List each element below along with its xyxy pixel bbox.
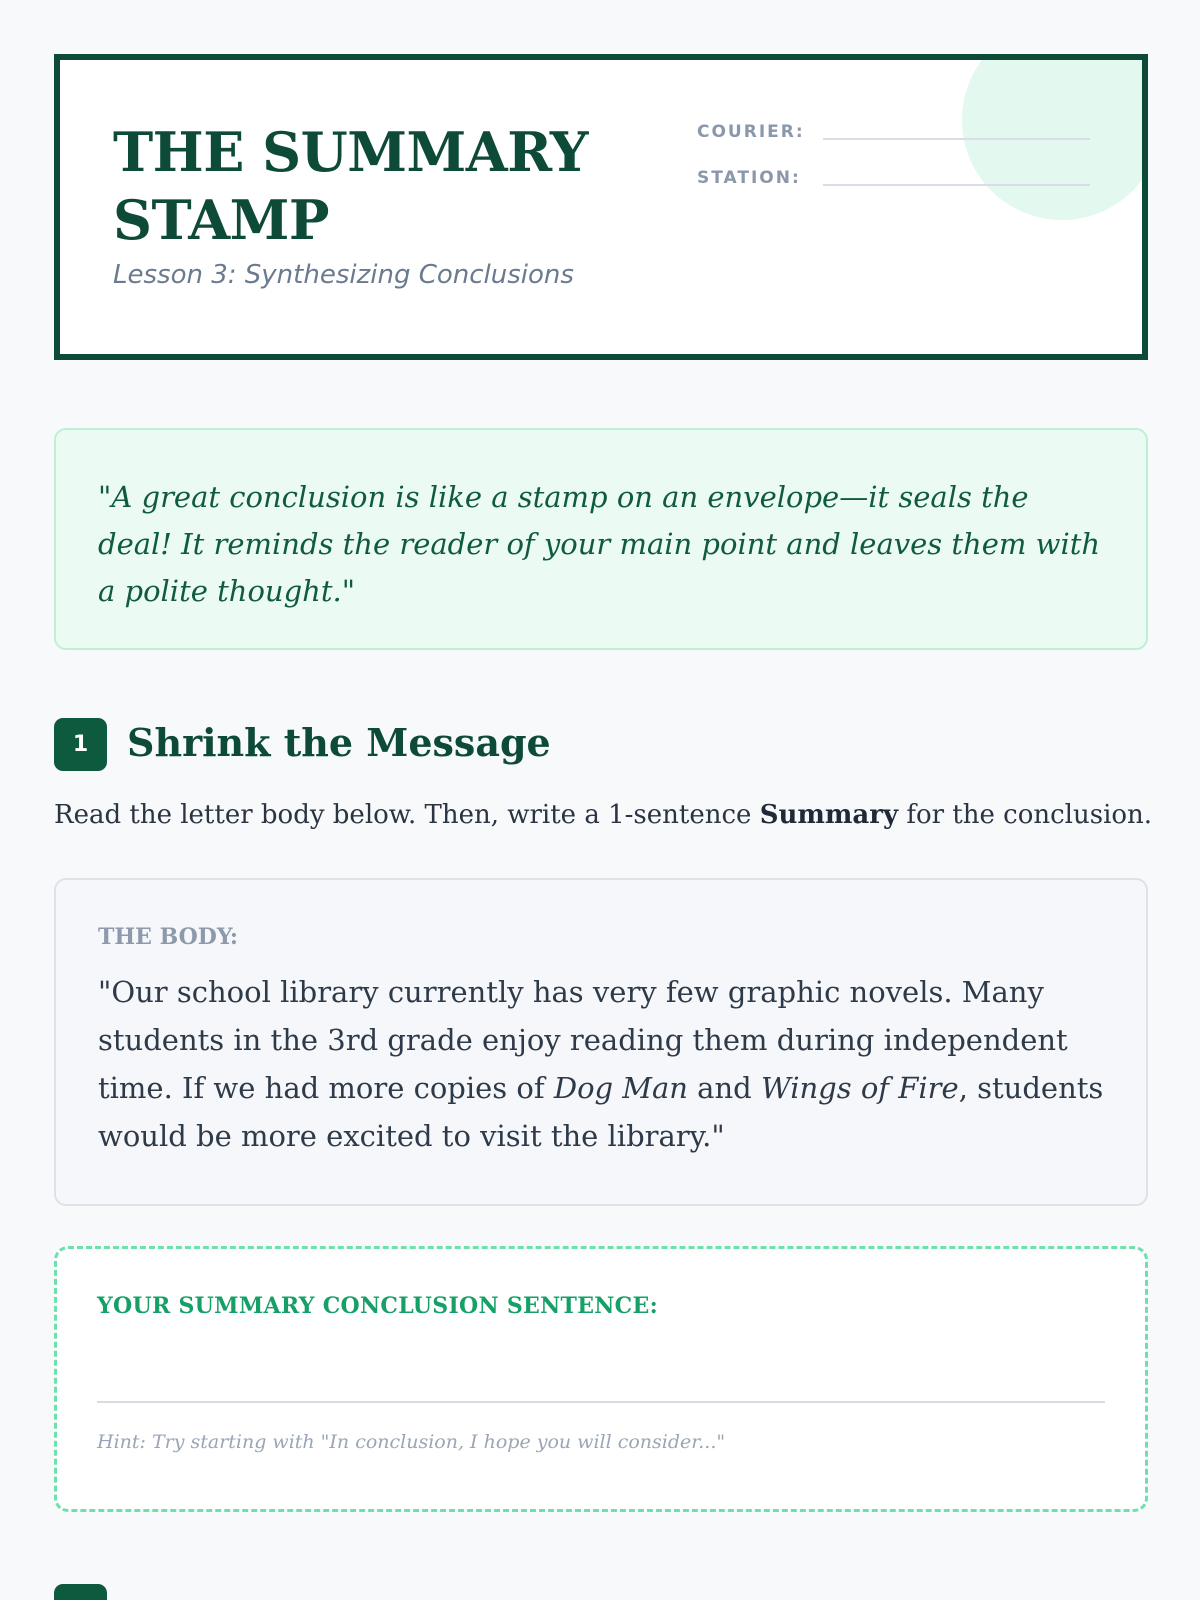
quote-callout [54,428,1148,650]
body-text [98,968,1106,1160]
answer-label: YOUR SUMMARY CONCLUSION SENTENCE: [97,1293,658,1319]
answer-box [54,1246,1148,1512]
section-instruction [54,800,1152,830]
quote-text: "A great conclusion is like a stamp on an envelope—it seals the deal! It reminds the reader of your main point and leaves them with a polite thought." [98,480,1101,608]
section-title: Shrink the Message [127,720,551,765]
body-label: THE BODY: [98,924,238,950]
letter-body-box [54,878,1148,1206]
book-title-wings-of-fire: Wings of Fire [760,1071,959,1105]
body-text-and: and [687,1071,761,1105]
book-title-dog-man: Dog Man [553,1071,688,1105]
worksheet-header [54,54,1148,360]
courier-input-line[interactable] [823,138,1090,140]
courier-field [697,122,1090,142]
instruction-text-end: for the conclusion. [898,800,1153,830]
station-input-line[interactable] [823,184,1090,186]
station-field [697,168,1090,188]
body-text-part2: , students would be more excited to visit the library." [98,1071,1104,1153]
step-number-badge: 1 [54,718,107,771]
body-text-part1: "Our school library currently has very few graphic novels. Many students in the 3rd grade enjoy reading them during independent time. If we had more copies of [98,975,1068,1105]
instruction-bold-term: Summary [759,800,899,830]
page-title: THE SUMMARY STAMP [113,120,588,252]
page-subtitle: Lesson 3: Synthesizing Conclusions [113,260,574,290]
station-label: STATION: [697,168,801,188]
answer-writing-line[interactable] [97,1401,1105,1403]
courier-label: COURIER: [697,122,805,142]
step-number-badge-2 [54,1584,107,1600]
answer-hint: Hint: Try starting with "In conclusion, I hope you will consider..." [97,1431,726,1453]
instruction-text-start: Read the letter body below. Then, write a 1-sentence [54,800,760,830]
